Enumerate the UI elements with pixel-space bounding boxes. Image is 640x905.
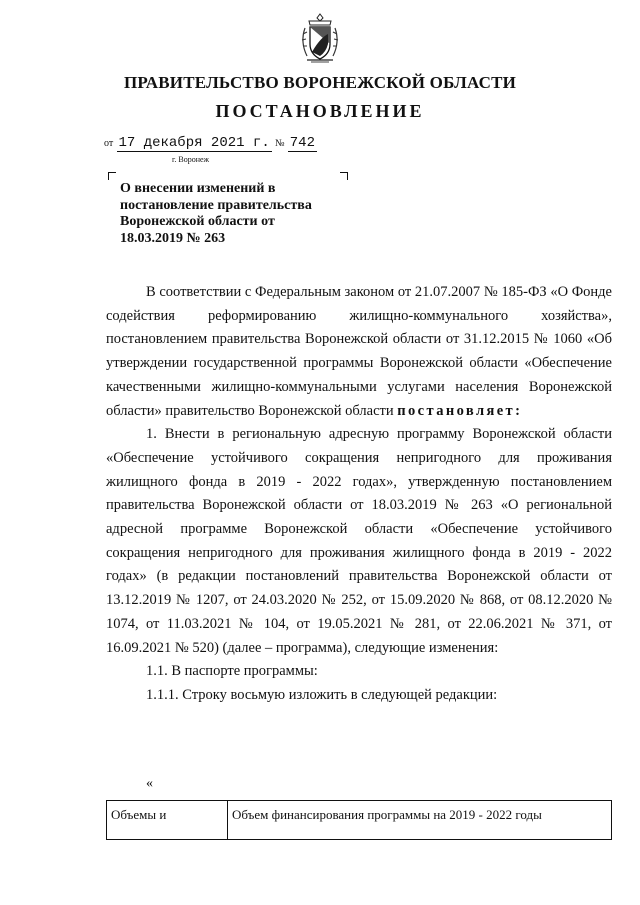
document-city: г. Воронеж [172,155,210,164]
item-1-1-paragraph: 1.1. В паспорте программы: [146,663,318,680]
coat-of-arms-icon [297,12,343,66]
table-cell-label: Объемы и [107,801,228,840]
table-row [107,801,612,840]
document-body [106,281,612,708]
opening-quote-mark: « [146,776,153,791]
preamble-text: В соответствии с Федеральным законом от 21.07.2007 № 185-ФЗ «О Фонде содействия реформированию жилищно-коммунального хозяйства», постановлением правительства Воронежской области от 31.12.2015 № 1060 «Об утверждении государственной программы Воронежской области «Обеспечение качественными жилищно-коммунальными услугами населения Воронежской области» правительство Воронежской области [106,284,612,419]
item-1-1-1-paragraph: 1.1.1. Строку восьмую изложить в следующей редакции: [146,686,498,703]
preamble-paragraph [106,281,612,423]
document-type-title: ПОСТАНОВЛЕНИЕ [215,101,425,121]
document-number: 742 [289,135,315,151]
table-cell-value: Объем финансирования программы на 2019 - 2022 годы [228,801,612,840]
subject-bracket-right [340,172,348,180]
passport-table [106,800,612,840]
subject-bracket-left [108,172,116,180]
document-date-number [104,134,317,152]
date-prefix: от [104,138,114,149]
number-prefix: № [274,138,285,149]
decree-word: постановляет: [397,402,523,419]
organization-title: ПРАВИТЕЛЬСТВО ВОРОНЕЖСКОЙ ОБЛАСТИ [123,73,517,92]
item-1-paragraph: 1. Внести в региональную адресную программу Воронежской области «Обеспечение устойчивого сокращения непригодного для проживания жилищного фонда в 2019 - 2022 годах», утвержденную постановлением правительства Воронежской области от 18.03.2019 № 263 «О региональной адресной программе Воронежской области «Обеспечение устойчивого сокращения непригодного для проживания жилищного фонда в 2019 - 2022 годах» (в редакции постановлений правительства Воронежской области от 13.12.2019 № 1207, от 24.03.2020 № 252, от 15.09.2020 № 868, от 08.12.2020 № 1074, от 11.03.2021 № 104, от 19.05.2021 № 281, от 22.06.2021 № 371, от 16.09.2021 № 520) (далее – программа), следующие изменения: [106,426,612,656]
document-subject: О внесении изменений в постановление правительства Воронежской области от 18.03.2019 № 263 [120,181,312,246]
document-date: 17 декабря 2021 г. [118,135,270,151]
